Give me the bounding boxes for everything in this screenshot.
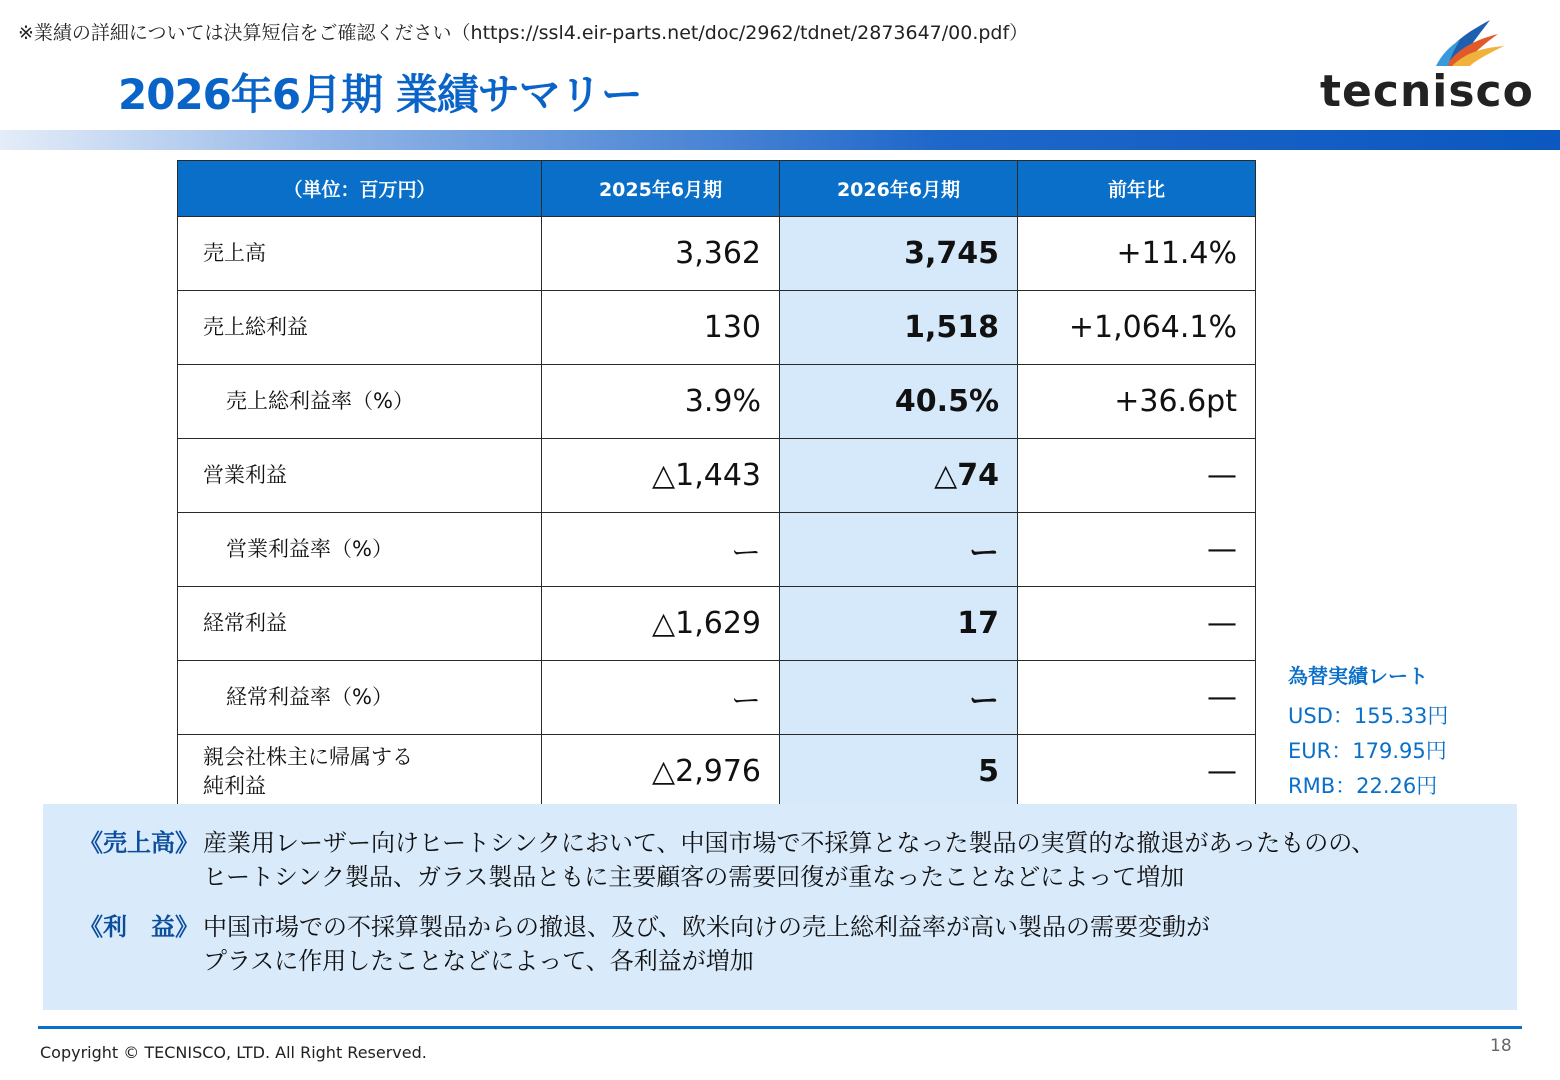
curr-value: 40.5% <box>780 365 1018 439</box>
table-header-row <box>178 161 1256 217</box>
table-row <box>178 439 1256 513</box>
sales-key: 《売上高》 <box>79 829 199 857</box>
table-row <box>178 365 1256 439</box>
prev-value: ー <box>542 661 780 735</box>
logo-wordmark: tecnisco <box>1320 66 1534 117</box>
yoy-value: — <box>1018 587 1256 661</box>
copyright: Copyright © TECNISCO, LTD. All Right Reserved. <box>40 1043 427 1062</box>
prev-value: 3.9% <box>542 365 780 439</box>
row-label <box>178 735 542 809</box>
source-note: ※業績の詳細については決算短信をご確認ください（https://ssl4.eir-parts.net/doc/2962/tdnet/2873647/00.pdf） <box>18 22 1029 44</box>
row-label: 売上総利益 <box>178 291 542 365</box>
row-label: 売上総利益率（%） <box>178 365 542 439</box>
curr-value: 1,518 <box>780 291 1018 365</box>
prev-value: ー <box>542 513 780 587</box>
profit-line1: 中国市場での不採算製品からの撤退、及び、欧米向けの売上総利益率が高い製品の需要変動が <box>203 913 1211 941</box>
yoy-value: — <box>1018 513 1256 587</box>
results-summary-table <box>177 160 1256 809</box>
table-row <box>178 291 1256 365</box>
unit-header: （単位：百万円） <box>178 161 542 217</box>
yoy-value: — <box>1018 735 1256 809</box>
yoy-header: 前年比 <box>1018 161 1256 217</box>
yoy-value: +36.6pt <box>1018 365 1256 439</box>
yoy-value: +1,064.1% <box>1018 291 1256 365</box>
curr-value: △74 <box>780 439 1018 513</box>
sales-line2: ヒートシンク製品、ガラス製品ともに主要顧客の需要回復が重なったことなどによって増加 <box>203 863 1185 891</box>
prev-value: 3,362 <box>542 217 780 291</box>
curr-year-header: 2026年6月期 <box>780 161 1018 217</box>
profit-line2: プラスに作用したことなどによって、各利益が増加 <box>203 947 754 975</box>
table-row <box>178 661 1256 735</box>
row-label: 営業利益率（%） <box>178 513 542 587</box>
prev-value: △1,629 <box>542 587 780 661</box>
row-label-line1: 親会社株主に帰属する <box>203 744 413 769</box>
commentary-box <box>43 804 1517 1010</box>
fx-usd: USD：155.33円 <box>1288 704 1449 728</box>
fx-rates-box <box>1288 660 1448 804</box>
profit-key: 《利 益》 <box>79 913 199 941</box>
yoy-value: +11.4% <box>1018 217 1256 291</box>
curr-value: 17 <box>780 587 1018 661</box>
curr-value: 3,745 <box>780 217 1018 291</box>
footer-divider <box>38 1026 1522 1029</box>
curr-value: ー <box>780 513 1018 587</box>
prev-value: △2,976 <box>542 735 780 809</box>
header-band <box>0 130 1560 150</box>
table-row <box>178 217 1256 291</box>
page-title: 2026年6月期 業績サマリー <box>118 70 642 119</box>
curr-value: ー <box>780 661 1018 735</box>
profit-commentary <box>79 910 1210 978</box>
prev-year-header: 2025年6月期 <box>542 161 780 217</box>
row-label-line2: 純利益 <box>203 773 266 798</box>
sales-line1: 産業用レーザー向けヒートシンクにおいて、中国市場で不採算となった製品の実質的な撤退があったものの、 <box>203 829 1376 857</box>
page-number: 18 <box>1490 1036 1512 1056</box>
yoy-value: — <box>1018 661 1256 735</box>
sales-commentary <box>79 826 1375 894</box>
row-label: 経常利益率（%） <box>178 661 542 735</box>
fx-eur: EUR：179.95円 <box>1288 739 1447 763</box>
row-label: 経常利益 <box>178 587 542 661</box>
table-row <box>178 513 1256 587</box>
prev-value: △1,443 <box>542 439 780 513</box>
table-row <box>178 735 1256 809</box>
row-label: 営業利益 <box>178 439 542 513</box>
fx-title: 為替実績レート <box>1288 664 1428 688</box>
row-label: 売上高 <box>178 217 542 291</box>
yoy-value: — <box>1018 439 1256 513</box>
fx-rmb: RMB：22.26円 <box>1288 774 1438 798</box>
prev-value: 130 <box>542 291 780 365</box>
curr-value: 5 <box>780 735 1018 809</box>
table-row <box>178 587 1256 661</box>
